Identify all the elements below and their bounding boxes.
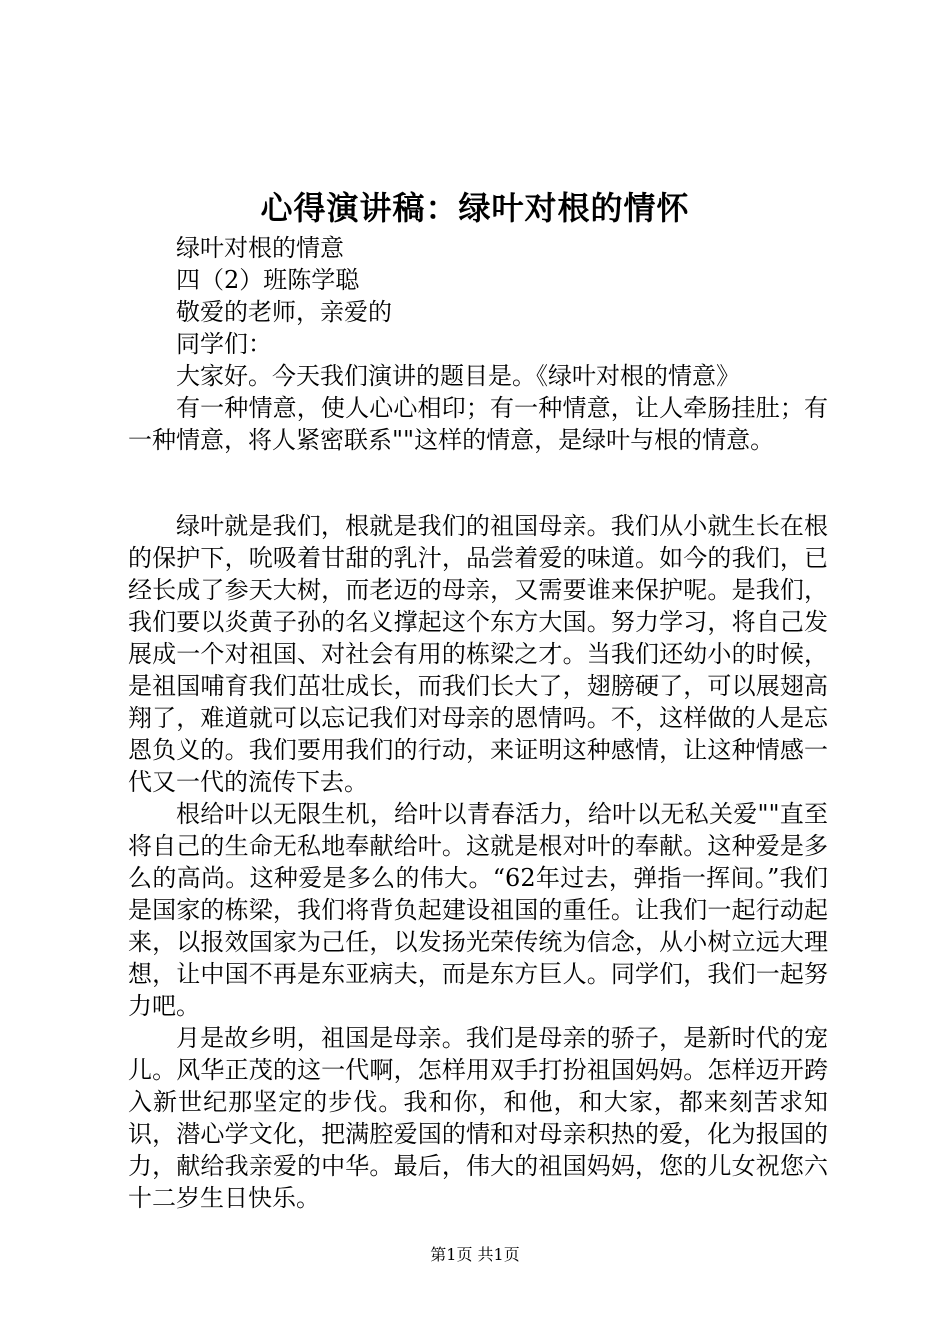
paragraph-gap <box>128 456 828 510</box>
intro-line: 大家好。今天我们演讲的题目是。《绿叶对根的情意》 <box>176 362 740 390</box>
document-body <box>128 232 828 1214</box>
paragraph: 月是故乡明，祖国是母亲。我们是母亲的骄子，是新时代的宠儿。风华正茂的这一代啊，怎样用双手打扮祖国妈妈。怎样迈开跨入新世纪那坚定的步伐。我和你，和他，和大家，都来刻苦求知识，潜心学文化，把满腔爱国的情和对母亲积热的爱，化为报国的力，献给我亲爱的中华。最后，伟大的祖国妈妈，您的儿女祝您六十二岁生日快乐。 <box>128 1024 828 1212</box>
greeting-line: 同学们： <box>176 330 272 358</box>
page-footer: 第1页 共1页 <box>430 1245 520 1264</box>
paragraph: 绿叶就是我们，根就是我们的祖国母亲。我们从小就生长在根的保护下，吮吸着甘甜的乳汁，品尝着爱的味道。如今的我们，已经长成了参天大树，而老迈的母亲，又需要谁来保护呢。是我们，我们要以炎黄子孙的名义撑起这个东方大国。努力学习，将自己发展成一个对祖国、对社会有用的栋梁之才。当我们还幼小的时候，是祖国哺育我们茁壮成长，而我们长大了，翅膀硬了，可以展翅高翔了，难道就可以忘记我们对母亲的恩情吗。不，这样做的人是忘恩负义的。我们要用我们的行动，来证明这种感情，让这种情感一代又一代的流传下去。 <box>128 512 828 796</box>
subtitle-line: 绿叶对根的情意 <box>176 234 344 262</box>
author-line: 四（2）班陈学聪 <box>176 266 360 294</box>
document-title: 心得演讲稿：绿叶对根的情怀 <box>260 189 690 227</box>
paragraph: 根给叶以无限生机，给叶以青春活力，给叶以无私关爱""直至将自己的生命无私地奉献给叶。这就是根对叶的奉献。这种爱是多么的高尚。这种爱是多么的伟大。“62年过去，弹指一挥间。”我们是国家的栋梁，我们将背负起建设祖国的重任。让我们一起行动起来，以报效国家为己任，以发扬光荣传统为信念，从小树立远大理想，让中国不再是东亚病夫，而是东方巨人。同学们，我们一起努力吧。 <box>128 800 828 1020</box>
greeting-line: 敬爱的老师，亲爱的 <box>176 298 392 326</box>
paragraph: 有一种情意，使人心心相印；有一种情意，让人牵肠挂肚；有一种情意，将人紧密联系""这样的情意，是绿叶与根的情意。 <box>128 394 828 454</box>
